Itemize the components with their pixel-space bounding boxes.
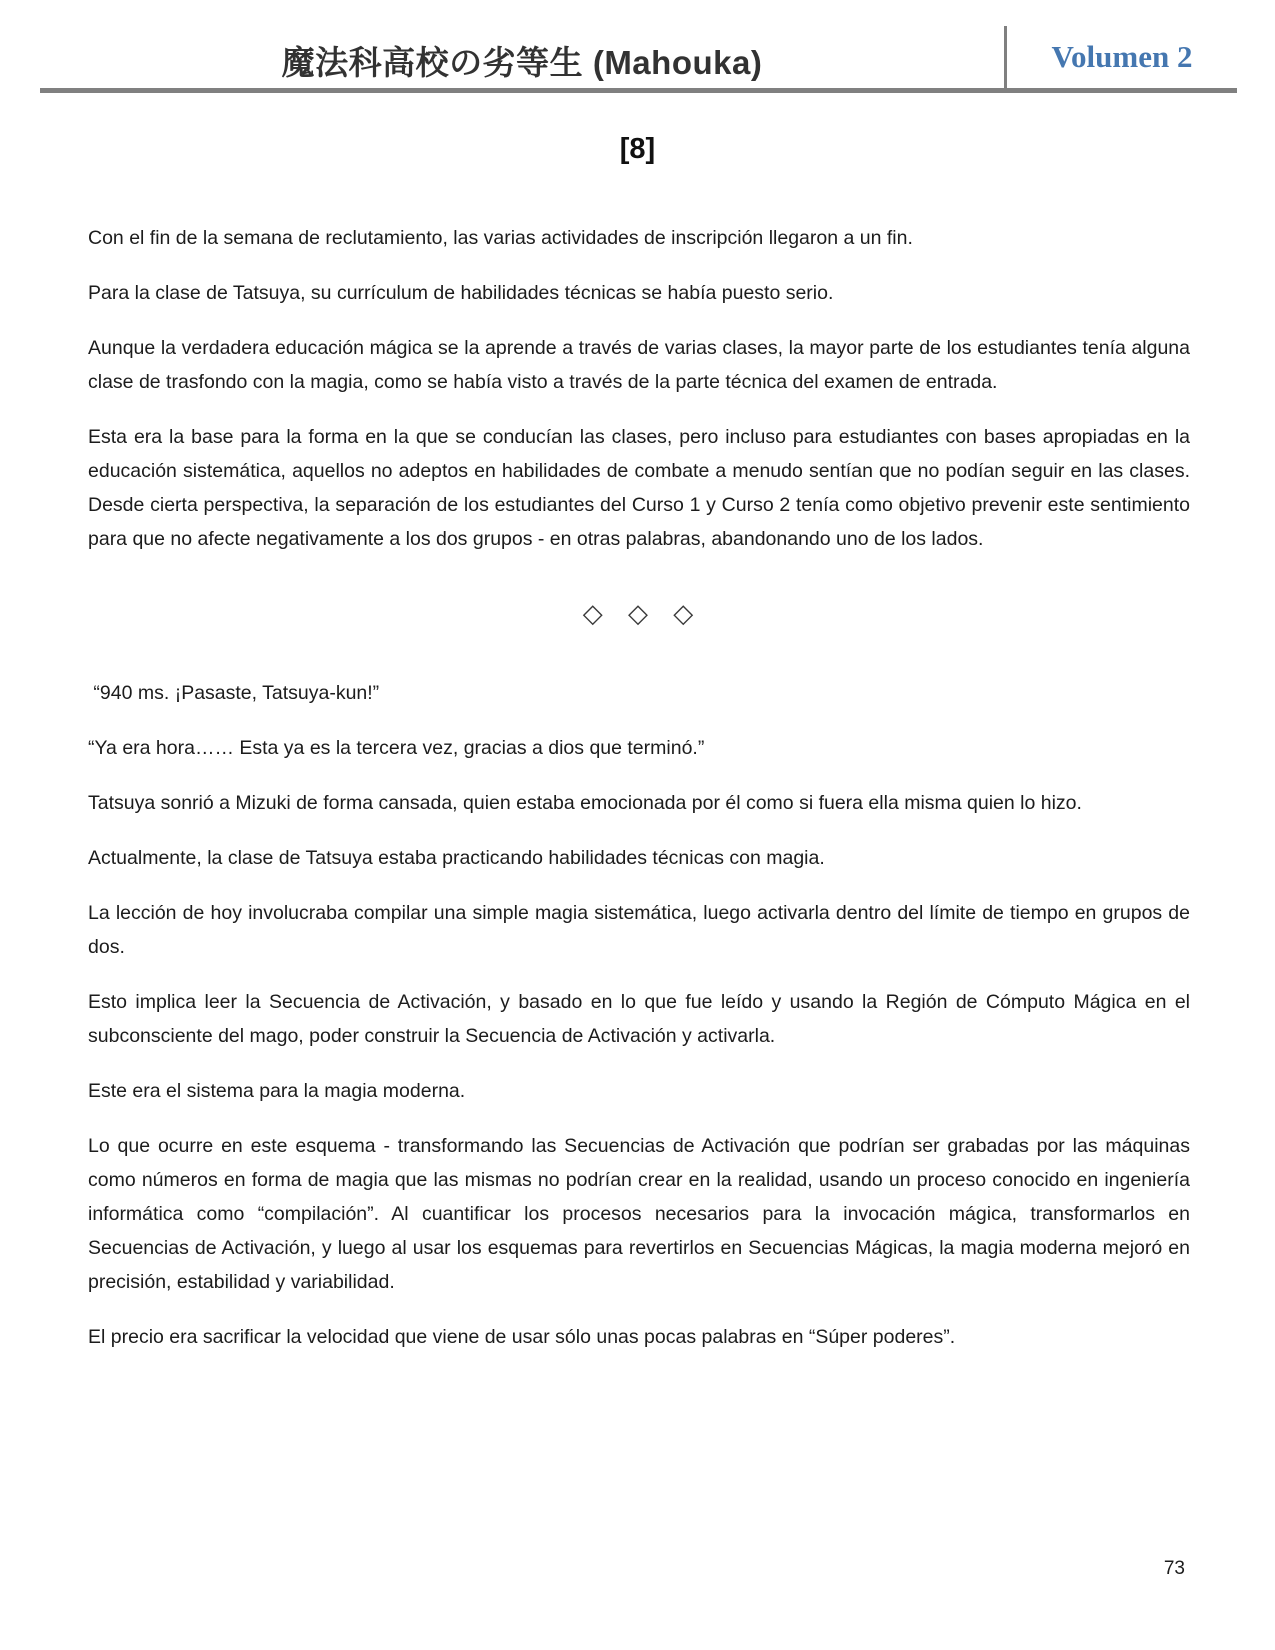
paragraph: Este era el sistema para la magia moderna. bbox=[88, 1080, 466, 1102]
paragraph: Para la clase de Tatsuya, su currículum de habilidades técnicas se había puesto serio. bbox=[88, 282, 834, 304]
paragraph: Esta era la base para la forma en la que se conducían las clases, pero incluso para estudiantes con bases apropiadas en la educación sistemática, aquellos no adeptos en habilidades de combate a menudo sentían que no podían seguir en las clases. Desde cierta perspectiva, la separación de los estudiantes del Curso 1 y Curso 2 tenía como objetivo prevenir este sentimiento para que no afecte negativamente a los dos grupos - en otras palabras, abandonando uno de los lados. bbox=[88, 426, 1190, 550]
paragraph: Tatsuya sonrió a Mizuki de forma cansada, quien estaba emocionada por él como si fuera ella misma quien lo hizo. bbox=[88, 792, 1082, 814]
header-volume-cell bbox=[1004, 26, 1237, 88]
paragraph: Aunque la verdadera educación mágica se la aprende a través de varias clases, la mayor parte de los estudiantes tenía alguna clase de trasfondo con la magia, como se había visto a través de la parte técnica del examen de entrada. bbox=[88, 337, 1190, 393]
paragraph: La lección de hoy involucraba compilar una simple magia sistemática, luego activarla dentro del límite de tiempo en grupos de dos. bbox=[88, 902, 1190, 958]
paragraph: Actualmente, la clase de Tatsuya estaba practicando habilidades técnicas con magia. bbox=[88, 847, 825, 869]
paragraph: Esto implica leer la Secuencia de Activación, y basado en lo que fue leído y usando la Región de Cómputo Mágica en el subconsciente del mago, poder construir la Secuencia de Activación y activarla. bbox=[88, 991, 1190, 1047]
volume-label: Volumen 2 bbox=[1051, 39, 1193, 74]
document-title: 魔法科高校の劣等生 (Mahouka) bbox=[281, 44, 763, 81]
header-title-cell bbox=[40, 26, 1004, 88]
paragraph: “Ya era hora…… Esta ya es la tercera vez, gracias a dios que terminó.” bbox=[88, 737, 705, 759]
paragraph: Lo que ocurre en este esquema - transformando las Secuencias de Activación que podrían ser grabadas por las máquinas como números en forma de magia que las mismas no podrían crear en la realidad, usando un proceso conocido en ingeniería informática como “compilación”. Al cuantificar los procesos necesarios para la invocación mágica, transformarlos en Secuencias de Activación, y luego al usar los esquemas para revertirlos en Secuencias Mágicas, la magia moderna mejoró en precisión, estabilidad y variabilidad. bbox=[88, 1135, 1190, 1293]
page-number: 73 bbox=[1163, 1558, 1185, 1579]
paragraph: El precio era sacrificar la velocidad que viene de usar sólo unas pocas palabras en “Súper poderes”. bbox=[88, 1326, 956, 1348]
chapter-heading: [8] bbox=[619, 133, 656, 165]
scene-break-diamonds: ◇ ◇ ◇ bbox=[582, 598, 696, 628]
page-header bbox=[40, 26, 1237, 93]
paragraph: “940 ms. ¡Pasaste, Tatsuya-kun!” bbox=[88, 682, 380, 704]
body-text bbox=[88, 221, 1190, 1354]
paragraph: Con el fin de la semana de reclutamiento, las varias actividades de inscripción llegaron a un fin. bbox=[88, 227, 913, 249]
